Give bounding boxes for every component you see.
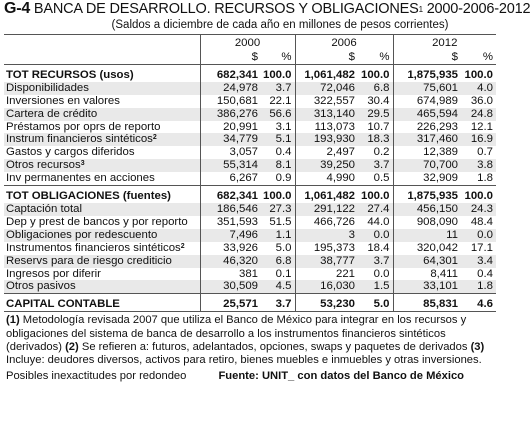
percent-cell: 100.0 bbox=[262, 68, 292, 81]
amount-cell: 322,557 bbox=[295, 95, 358, 108]
amount-cell: 33,101 bbox=[393, 280, 461, 293]
table-row bbox=[4, 146, 496, 159]
percent-cell: 3.7 bbox=[261, 298, 295, 311]
percent-cell: 0.2 bbox=[373, 146, 390, 159]
amount-cell: 682,341 bbox=[200, 69, 261, 82]
amount-cell: 386,276 bbox=[200, 108, 261, 121]
year-header: 2012 bbox=[393, 35, 496, 52]
percent-cell: 5.0 bbox=[358, 298, 393, 311]
percent-cell: 44.0 bbox=[367, 215, 390, 228]
percent-cell: 4.6 bbox=[461, 298, 496, 311]
amount-cell: 32,909 bbox=[393, 172, 461, 185]
row-label: CAPITAL CONTABLE bbox=[6, 298, 120, 311]
row-label: Instrum financieros sintéticos bbox=[6, 133, 153, 146]
table-row bbox=[4, 172, 496, 185]
amount-cell: 8,411 bbox=[393, 268, 461, 281]
percent-cell: 5.0 bbox=[275, 241, 292, 254]
percent-cell: 3.7 bbox=[261, 82, 295, 95]
amount-cell: 70,700 bbox=[393, 159, 461, 172]
unit-amount: $ bbox=[295, 51, 358, 64]
row-label-cell bbox=[4, 133, 200, 146]
percent-cell: 100.0 bbox=[464, 68, 493, 81]
percent-cell: 56.6 bbox=[261, 108, 295, 121]
rounding-note: Posibles inexactitudes por redondeo bbox=[6, 369, 187, 382]
row-label-cell bbox=[4, 146, 200, 159]
amount-cell: 320,042 bbox=[393, 242, 461, 255]
table-row bbox=[4, 255, 496, 268]
footnotes bbox=[4, 314, 496, 368]
percent-cell: 0.0 bbox=[373, 267, 390, 280]
amount-cell: 291,122 bbox=[295, 203, 358, 216]
percent-cell: 18.3 bbox=[358, 133, 393, 146]
row-label-cell bbox=[4, 69, 200, 82]
amount-cell: 456,150 bbox=[393, 203, 461, 216]
row-label-cell bbox=[4, 216, 200, 229]
percent-cell: 24.8 bbox=[461, 108, 496, 121]
source-note: Fuente: UNIT_ con datos del Banco de México bbox=[218, 369, 464, 382]
percent-cell: 5.1 bbox=[261, 133, 295, 146]
amount-cell: 193,930 bbox=[295, 133, 358, 146]
footnote-3-text: Incluye: deudores diversos, activos para retiro, bienes muebles e inmuebles y otras inversiones. bbox=[6, 354, 482, 367]
percent-cell: 30.4 bbox=[367, 94, 390, 107]
percent-cell: 100.0 bbox=[360, 68, 390, 81]
title-footnote-mark: 1 bbox=[418, 5, 423, 14]
amount-cell: 34,779 bbox=[200, 133, 261, 146]
table-row bbox=[4, 203, 496, 216]
amount-cell: 46,320 bbox=[200, 255, 261, 268]
percent-cell: 4.0 bbox=[461, 82, 496, 95]
amount-cell: 351,593 bbox=[200, 216, 261, 229]
percent-cell: 0.7 bbox=[477, 146, 493, 159]
row-label: Instrumentos financieros sintéticos bbox=[6, 241, 181, 254]
percent-cell: 29.5 bbox=[358, 108, 393, 121]
row-label: TOT OBLIGACIONES (fuentes) bbox=[6, 190, 171, 203]
amount-cell: 150,681 bbox=[200, 95, 261, 108]
percent-cell: 10.7 bbox=[367, 120, 390, 133]
row-label-cell bbox=[4, 159, 200, 172]
row-label-cell bbox=[4, 172, 200, 185]
table-row bbox=[4, 242, 496, 255]
amount-cell: 3 bbox=[295, 229, 358, 242]
amount-cell: 465,594 bbox=[393, 108, 461, 121]
amount-cell: 1,061,482 bbox=[295, 69, 358, 82]
row-label-cell bbox=[4, 190, 200, 203]
page-subtitle: (Saldos a diciembre de cada año en millones de pesos corrientes) bbox=[111, 19, 449, 31]
table-row bbox=[4, 216, 496, 229]
unit-amount: $ bbox=[200, 51, 261, 64]
percent-cell: 22.1 bbox=[269, 94, 292, 107]
percent-cell: 36.0 bbox=[470, 94, 493, 107]
amount-cell: 674,989 bbox=[393, 95, 461, 108]
row-label: Ingresos por diferir bbox=[6, 267, 101, 280]
row-label-cell bbox=[4, 255, 200, 268]
percent-cell: 48.4 bbox=[470, 215, 493, 228]
footnote-1-mark: (1) bbox=[6, 314, 20, 327]
amount-cell: 33,926 bbox=[200, 242, 261, 255]
percent-cell: 51.5 bbox=[269, 215, 292, 228]
percent-cell: 3.8 bbox=[461, 159, 496, 172]
row-label: Gastos y cargos diferidos bbox=[6, 146, 135, 159]
table-row bbox=[4, 268, 496, 281]
row-label: Cartera de crédito bbox=[6, 107, 98, 120]
percent-cell: 1.1 bbox=[261, 229, 295, 242]
percent-cell: 6.8 bbox=[261, 255, 295, 268]
percent-cell: 3.7 bbox=[358, 159, 393, 172]
row-label-cell bbox=[4, 82, 200, 95]
amount-cell: 53,230 bbox=[295, 298, 358, 311]
footnote-2-mark: (2) bbox=[65, 341, 79, 354]
table-row bbox=[4, 82, 496, 95]
row-label-cell bbox=[4, 229, 200, 242]
row-label: Obligaciones por redescuento bbox=[6, 228, 158, 241]
amount-cell: 85,831 bbox=[393, 298, 461, 311]
unit-percent: % bbox=[358, 51, 393, 64]
amount-cell: 3,057 bbox=[200, 146, 261, 159]
percent-cell: 1.8 bbox=[461, 280, 496, 293]
row-label-cell bbox=[4, 108, 200, 121]
amount-cell: 4,990 bbox=[295, 172, 358, 185]
row-label: Reservs para de riesgo crediticio bbox=[6, 254, 172, 267]
amount-cell: 1,875,935 bbox=[393, 69, 461, 82]
footnote-2-text: Se refieren a: futuros, adelantados, opciones, swaps y paquetes de derivados bbox=[78, 341, 471, 354]
row-label: Otros pasivos bbox=[6, 280, 76, 293]
row-label: Otros recursos bbox=[6, 159, 81, 172]
amount-cell: 38,777 bbox=[295, 255, 358, 268]
percent-cell: 1.8 bbox=[461, 172, 496, 185]
percent-cell: 4.5 bbox=[261, 280, 295, 293]
percent-cell: 0.9 bbox=[261, 172, 295, 185]
row-label: TOT RECURSOS (usos) bbox=[6, 68, 134, 81]
amount-cell: 195,373 bbox=[295, 242, 358, 255]
row-label-cell bbox=[4, 242, 200, 255]
amount-cell: 113,073 bbox=[295, 121, 358, 134]
year-header-row bbox=[4, 35, 496, 52]
percent-cell: 18.4 bbox=[367, 241, 390, 254]
footnote-mark: 3 bbox=[80, 160, 85, 168]
percent-cell: 24.3 bbox=[461, 203, 496, 216]
table-row bbox=[4, 229, 496, 242]
percent-cell: 0.0 bbox=[461, 229, 496, 242]
unit-amount: $ bbox=[393, 51, 461, 64]
section-total-row bbox=[4, 69, 496, 82]
row-label-cell bbox=[4, 280, 200, 293]
row-label: Dep y prest de bancos y por reporto bbox=[6, 215, 188, 228]
amount-cell: 20,991 bbox=[200, 121, 261, 134]
amount-cell: 72,046 bbox=[295, 82, 358, 95]
amount-cell: 682,341 bbox=[200, 190, 261, 203]
row-label-cell bbox=[4, 95, 200, 108]
title-text: BANCA DE DESARROLLO. RECURSOS Y OBLIGACIONES bbox=[30, 1, 419, 17]
percent-cell: 3.7 bbox=[358, 255, 393, 268]
amount-cell: 25,571 bbox=[200, 298, 261, 311]
amount-cell: 55,314 bbox=[200, 159, 261, 172]
row-label-cell bbox=[4, 298, 200, 311]
amount-cell: 908,090 bbox=[393, 216, 461, 229]
amount-cell: 24,978 bbox=[200, 82, 261, 95]
table-code: G-4 bbox=[4, 0, 31, 17]
row-label-cell bbox=[4, 203, 200, 216]
amount-cell: 2,497 bbox=[295, 146, 358, 159]
footnote-3-mark: (3) bbox=[470, 341, 485, 354]
percent-cell: 100.0 bbox=[360, 190, 390, 203]
percent-cell: 16.9 bbox=[461, 133, 496, 146]
page-title bbox=[4, 0, 530, 18]
title-years: 2000-2006-2012 bbox=[422, 1, 530, 17]
units-header-row bbox=[4, 51, 496, 64]
percent-cell: 3.1 bbox=[275, 120, 292, 133]
percent-cell: 12.1 bbox=[470, 120, 493, 133]
footnote-mark: 2 bbox=[180, 242, 185, 250]
amount-cell: 64,301 bbox=[393, 255, 461, 268]
section-total-row bbox=[4, 190, 496, 203]
percent-cell: 0.4 bbox=[477, 267, 493, 280]
amount-cell: 186,546 bbox=[200, 203, 261, 216]
percent-cell: 6.8 bbox=[358, 82, 393, 95]
row-label: Préstamos por oprs de reporto bbox=[6, 120, 161, 133]
percent-cell: 100.0 bbox=[262, 190, 292, 203]
amount-cell: 6,267 bbox=[200, 172, 261, 185]
unit-percent: % bbox=[261, 51, 295, 64]
year-header: 2000 bbox=[200, 35, 295, 52]
table-row bbox=[4, 108, 496, 121]
amount-cell: 381 bbox=[200, 268, 261, 281]
year-header: 2006 bbox=[295, 35, 393, 52]
percent-cell: 17.1 bbox=[470, 241, 493, 254]
percent-cell: 8.1 bbox=[261, 159, 295, 172]
table-row bbox=[4, 95, 496, 108]
amount-cell: 7,496 bbox=[200, 229, 261, 242]
amount-cell: 75,601 bbox=[393, 82, 461, 95]
row-label: Captación total bbox=[6, 202, 82, 215]
table-row bbox=[4, 280, 496, 293]
percent-cell: 1.5 bbox=[358, 280, 393, 293]
percent-cell: 3.4 bbox=[461, 255, 496, 268]
row-label: Inversiones en valores bbox=[6, 94, 120, 107]
amount-cell: 12,389 bbox=[393, 146, 461, 159]
amount-cell: 317,460 bbox=[393, 133, 461, 146]
row-label: Inv permanentes en acciones bbox=[6, 172, 155, 185]
percent-cell: 0.5 bbox=[358, 172, 393, 185]
unit-percent: % bbox=[461, 51, 496, 64]
amount-cell: 16,030 bbox=[295, 280, 358, 293]
page-footer bbox=[4, 370, 496, 383]
data-table bbox=[4, 34, 496, 312]
row-label-cell bbox=[4, 268, 200, 281]
row-label-cell bbox=[4, 121, 200, 134]
footnote-1-text: Metodología revisada 2007 que utiliza el Banco de México para integrar en los recursos y obligaciones del sistema de banca de desarrollo a los instrumentos financieros sintéticos (derivados) bbox=[6, 314, 467, 354]
amount-cell: 1,061,482 bbox=[295, 190, 358, 203]
amount-cell: 226,293 bbox=[393, 121, 461, 134]
table-row bbox=[4, 159, 496, 172]
percent-cell: 100.0 bbox=[464, 190, 493, 203]
amount-cell: 11 bbox=[393, 229, 461, 242]
percent-cell: 0.1 bbox=[275, 267, 292, 280]
footnote-mark: 2 bbox=[152, 134, 157, 142]
amount-cell: 221 bbox=[295, 268, 358, 281]
amount-cell: 466,726 bbox=[295, 216, 358, 229]
capital-row bbox=[4, 298, 496, 311]
amount-cell: 1,875,935 bbox=[393, 190, 461, 203]
percent-cell: 0.0 bbox=[358, 229, 393, 242]
amount-cell: 30,509 bbox=[200, 280, 261, 293]
percent-cell: 27.4 bbox=[358, 203, 393, 216]
percent-cell: 27.3 bbox=[261, 203, 295, 216]
table-row bbox=[4, 133, 496, 146]
amount-cell: 39,250 bbox=[295, 159, 358, 172]
percent-cell: 0.4 bbox=[275, 146, 292, 159]
row-label: Disponibilidades bbox=[6, 81, 89, 94]
amount-cell: 313,140 bbox=[295, 108, 358, 121]
table-row bbox=[4, 121, 496, 134]
